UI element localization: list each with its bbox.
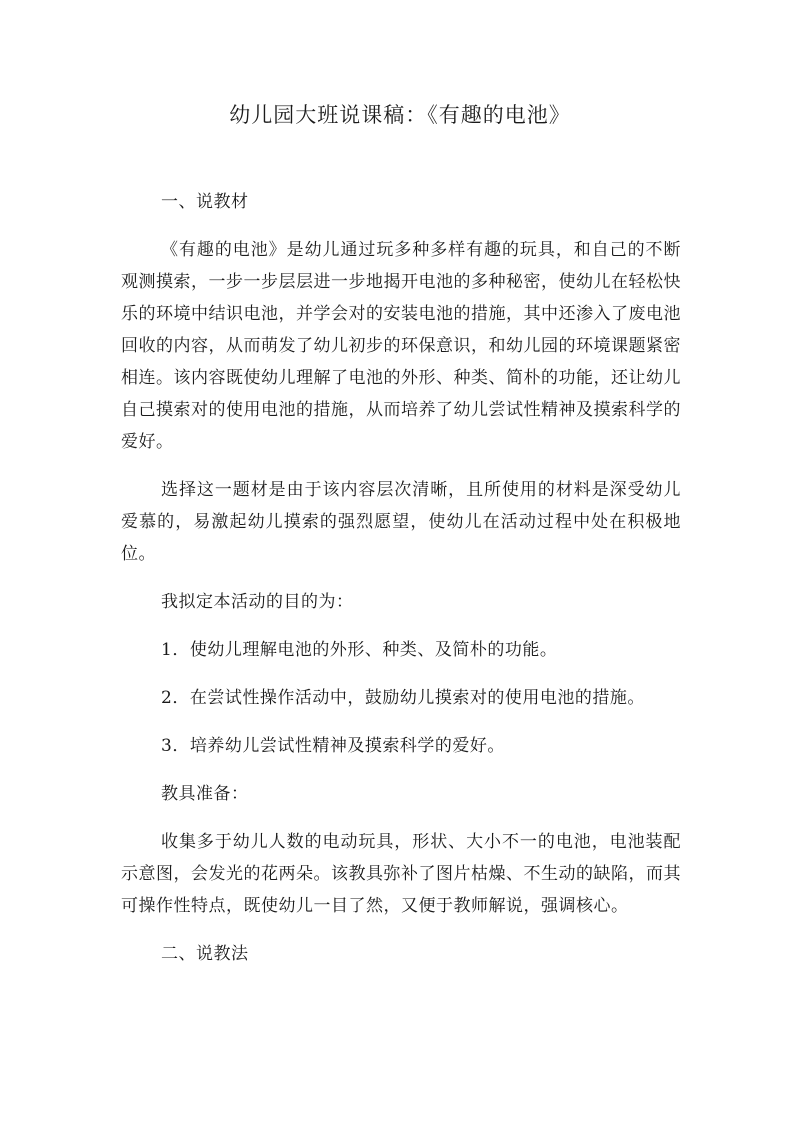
paragraph-teaching-aids: 收集多于幼儿人数的电动玩具，形状、大小不一的电池，电池装配示意图，会发光的花两朵。该教具弥补了图片枯燥、不生动的缺陷，而其可操作性特点，既使幼儿一目了然，又便于教师解说，强调核心。: [121, 832, 681, 916]
goal-item-3: 3．培养幼儿尝试性精神及摸索科学的爱好。: [161, 736, 505, 756]
document-body: [121, 186, 681, 986]
goal-item-2: 2．在尝试性操作活动中，鼓励幼儿摸索对的使用电池的措施。: [161, 688, 645, 708]
document-title: 幼儿园大班说课稿：《有趣的电池》: [229, 103, 571, 127]
paragraph-goals-intro: 我拟定本活动的目的为：: [161, 592, 354, 612]
section-heading-teaching-material: 一、说教材: [161, 192, 249, 212]
paragraph-material-description: 《有趣的电池》是幼儿通过玩多种多样有趣的玩具，和自己的不断观测摸索，一步一步层层进一步地揭开电池的多种秘密，使幼儿在轻松快乐的环境中结识电池，并学会对的安装电池的措施，其中还渗入了废电池回收的内容，从而萌发了幼儿初步的环保意识，和幼儿园的环境课题紧密相连。该内容既使幼儿理解了电池的外形、种类、简朴的功能，还让幼儿自己摸索对的使用电池的措施，从而培养了幼儿尝试性精神及摸索科学的爱好。: [121, 240, 681, 452]
section-heading-teaching-aids: 教具准备：: [161, 784, 249, 804]
goal-item-1: 1．使幼儿理解电池的外形、种类、及简朴的功能。: [161, 640, 558, 660]
section-heading-teaching-method: 二、说教法: [161, 944, 249, 964]
paragraph-topic-reason: 选择这一题材是由于该内容层次清晰，且所使用的材料是深受幼儿爱慕的，易激起幼儿摸索的强烈愿望，使幼儿在活动过程中处在积极地位。: [121, 480, 681, 564]
